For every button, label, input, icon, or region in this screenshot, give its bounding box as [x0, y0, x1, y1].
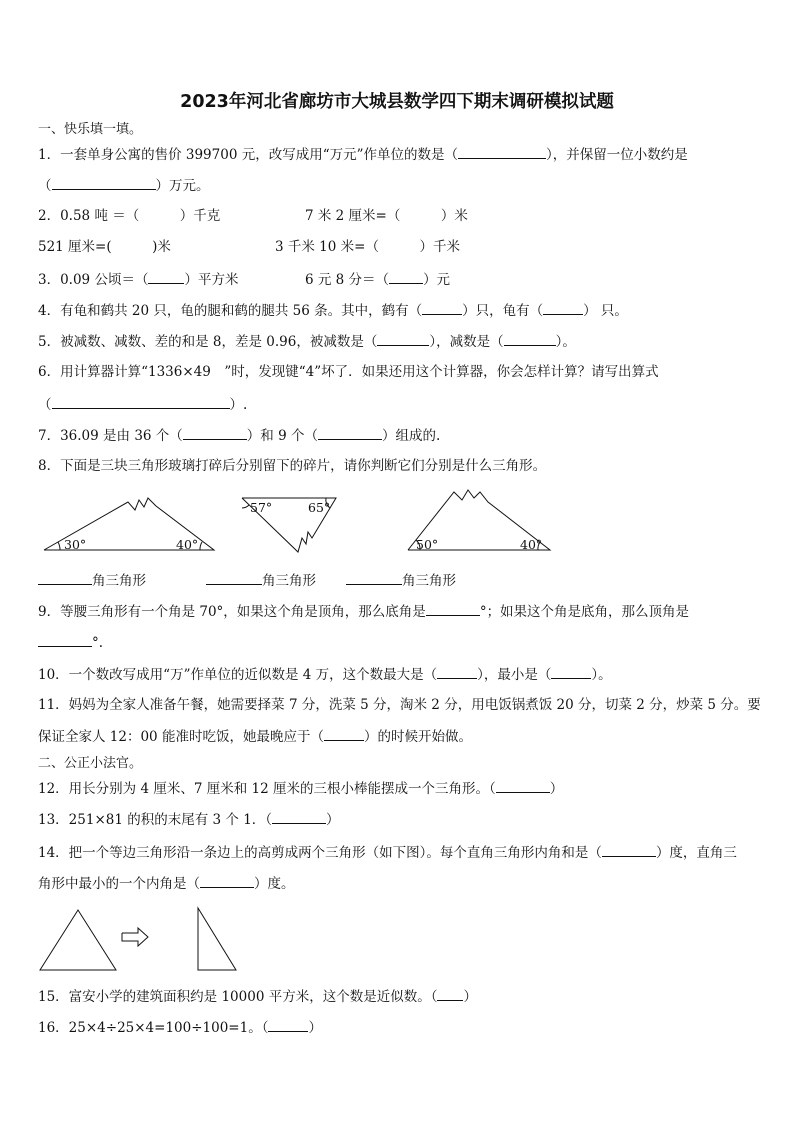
- fig2-angle-left: 57°: [250, 500, 273, 515]
- fig2-angle-right: 65°: [308, 500, 331, 515]
- q13-text-b: ）: [326, 812, 340, 828]
- question-13: [38, 810, 340, 829]
- q10-blank-2[interactable]: [551, 665, 591, 679]
- question-10: [38, 665, 612, 684]
- q3-text-c: 6 元 8 分＝（: [305, 272, 390, 288]
- q8-answer-3: [346, 571, 456, 590]
- q8-answer-label-2: 角三角形: [262, 573, 316, 589]
- q3-blank-1[interactable]: [148, 270, 184, 284]
- q9-line-2: [38, 633, 103, 652]
- q8-blank-2[interactable]: [206, 571, 262, 585]
- q11-text-b: 保证全家人 12：00 能准时吃饭，她最晚应于（: [38, 729, 324, 745]
- q7-text-a: 7．36.09 是由 36 个（: [38, 428, 183, 444]
- q4-text-a: 4．有龟和鹤共 20 只，龟的腿和鹤的腿共 56 条。其中，鹤有（: [38, 303, 423, 319]
- q10-text-a: 10．一个数改写成用“万”作单位的近似数是 4 万，这个数最大是（: [38, 667, 438, 683]
- q7-blank-1[interactable]: [183, 426, 247, 440]
- q14-text-c: 角形中最小的一个内角是（: [38, 876, 200, 892]
- q14-line-2: [38, 874, 295, 893]
- section-heading-2: 二、公正小法官。: [38, 756, 143, 771]
- q1-text-b: ），并保留一位小数约是: [546, 147, 688, 163]
- equilateral-triangle: [40, 910, 116, 970]
- q16-text-b: ）: [308, 1020, 322, 1036]
- question-15: [38, 987, 477, 1006]
- q1-blank-1[interactable]: [458, 145, 546, 159]
- q5-text-c: ）。: [555, 334, 576, 350]
- q2-part-c: 521 厘米=( )米: [38, 239, 171, 255]
- q4-text-c: ） 只。: [583, 303, 628, 319]
- q14-text-b: ）度，直角三: [655, 845, 737, 861]
- q14-figure: [38, 904, 242, 974]
- q1-text-d: ）万元。: [155, 178, 210, 194]
- q6-blank[interactable]: [52, 395, 230, 409]
- triangle-fragment-3: [406, 488, 556, 556]
- q8-blank-1[interactable]: [38, 571, 92, 585]
- fig3-angle-right: 40°: [520, 537, 543, 552]
- q1-text-a: 1．一套单身公寓的售价 399700 元，改写成用“万元”作单位的数是（: [38, 147, 459, 163]
- question-12: [38, 779, 563, 798]
- q8-answer-1: [38, 571, 146, 590]
- q14-blank-1[interactable]: [602, 843, 656, 857]
- section-heading-1: 一、快乐填一填。: [38, 122, 143, 137]
- question-4: [38, 301, 628, 320]
- q8-answer-2: [206, 571, 316, 590]
- q2-part-a: 2．0.58 吨 ＝（ ）千克: [38, 208, 221, 224]
- q7-blank-2[interactable]: [318, 426, 382, 440]
- q12-text-b: ）: [549, 781, 564, 797]
- q8-answer-label-3: 角三角形: [402, 573, 456, 589]
- q3-part-2: [305, 270, 450, 289]
- q9-blank-2[interactable]: [38, 633, 92, 647]
- question-16: [38, 1018, 322, 1037]
- triangle-fragment-1: [40, 490, 220, 556]
- q9-text-b: °；如果这个角是底角，那么顶角是: [479, 604, 690, 620]
- q5-blank-1[interactable]: [377, 332, 429, 346]
- q9-blank-1[interactable]: [426, 602, 480, 616]
- q12-text-a: 12．用长分别为 4 厘米、7 厘米和 12 厘米的三根小棒能摆成一个三角形。（: [38, 781, 496, 797]
- page-title: 2023年河北省廊坊市大城县数学四下期末调研模拟试题: [180, 92, 614, 112]
- right-arrow-icon: [122, 928, 148, 946]
- q6-line-2: [38, 395, 247, 414]
- fig1-angle-left: 30°: [64, 537, 87, 552]
- q10-text-c: ）。: [591, 667, 612, 683]
- q10-blank-1[interactable]: [437, 665, 477, 679]
- q11-text-c: ）的时候开始做。: [363, 729, 472, 745]
- q11-line-1: 11．妈妈为全家人准备午餐，她需要择菜 7 分，洗菜 5 分，淘米 2 分，用电饭锅煮饭 20 分，切菜 2 分，炒菜 5 分。要: [38, 697, 761, 713]
- q8-answer-label-1: 角三角形: [92, 573, 146, 589]
- q2-part-b: 7 米 2 厘米=（ ）米: [305, 208, 468, 224]
- q9-line-1: [38, 602, 689, 621]
- q14-blank-2[interactable]: [200, 874, 254, 888]
- q1-text-c: （: [38, 178, 52, 194]
- fig1-angle-right: 40°: [176, 537, 199, 552]
- q7-text-c: ）组成的.: [381, 428, 441, 444]
- question-1-line-1: [38, 145, 688, 164]
- q14-text-d: ）度。: [254, 876, 295, 892]
- q9-text-a: 9．等腰三角形有一个角是 70°，如果这个角是顶角，那么底角是: [38, 604, 426, 620]
- q13-blank[interactable]: [272, 810, 326, 824]
- q16-text-a: 16．25×4÷25×4=100÷100=1。（: [38, 1020, 269, 1036]
- q5-text-b: ），减数是（: [429, 334, 504, 350]
- q10-text-b: ），最小是（: [477, 667, 552, 683]
- q9-text-c: °.: [92, 635, 104, 651]
- q15-blank[interactable]: [437, 987, 463, 1001]
- q2-part-d: 3 千米 10 米=（ ）千米: [275, 239, 460, 255]
- question-7: [38, 426, 440, 445]
- q1-blank-2[interactable]: [52, 176, 156, 190]
- question-8: 8．下面是三块三角形玻璃打碎后分别留下的碎片，请你判断它们分别是什么三角形。: [38, 458, 547, 474]
- q6-line-1: 6．用计算器计算“1336×49 ”时，发现键“4”坏了．如果还用这个计算器，你会怎样计算？请写出算式: [38, 364, 659, 380]
- q3-text-b: ）平方米: [184, 272, 239, 288]
- q4-blank-1[interactable]: [422, 301, 462, 315]
- q6-text-b: （: [38, 397, 52, 413]
- q11-blank[interactable]: [324, 727, 364, 741]
- q3-text-a: 3．0.09 公顷＝（: [38, 272, 149, 288]
- q3-text-d: ）元: [423, 272, 451, 288]
- triangle-fragment-2: [238, 494, 342, 558]
- fig3-angle-left: 50°: [416, 537, 439, 552]
- q4-blank-2[interactable]: [543, 301, 583, 315]
- q5-text-a: 5．被减数、减数、差的和是 8，差是 0.96，被减数是（: [38, 334, 378, 350]
- q7-text-b: ）和 9 个（: [246, 428, 318, 444]
- right-triangle: [198, 908, 236, 970]
- q3-blank-2[interactable]: [389, 270, 423, 284]
- question-5: [38, 332, 576, 351]
- q14-text-a: 14．把一个等边三角形沿一条边上的高剪成两个三角形（如下图）。每个直角三角形内角和是（: [38, 845, 602, 861]
- q5-blank-2[interactable]: [504, 332, 556, 346]
- q12-blank[interactable]: [496, 779, 550, 793]
- q14-line-1: [38, 843, 737, 862]
- question-1-line-2: [38, 176, 210, 195]
- q4-text-b: ）只，龟有（: [462, 303, 544, 319]
- q13-text-a: 13．251×81 的积的末尾有 3 个 1．（: [38, 812, 273, 828]
- q11-line-2: [38, 727, 472, 746]
- q15-text-b: ）: [463, 989, 477, 1005]
- q16-blank[interactable]: [268, 1018, 308, 1032]
- q6-text-c: ）.: [229, 397, 248, 413]
- q3-part-1: [38, 270, 238, 289]
- q15-text-a: 15．富安小学的建筑面积约是 10000 平方米，这个数是近似数。（: [38, 989, 438, 1005]
- q8-blank-3[interactable]: [346, 571, 402, 585]
